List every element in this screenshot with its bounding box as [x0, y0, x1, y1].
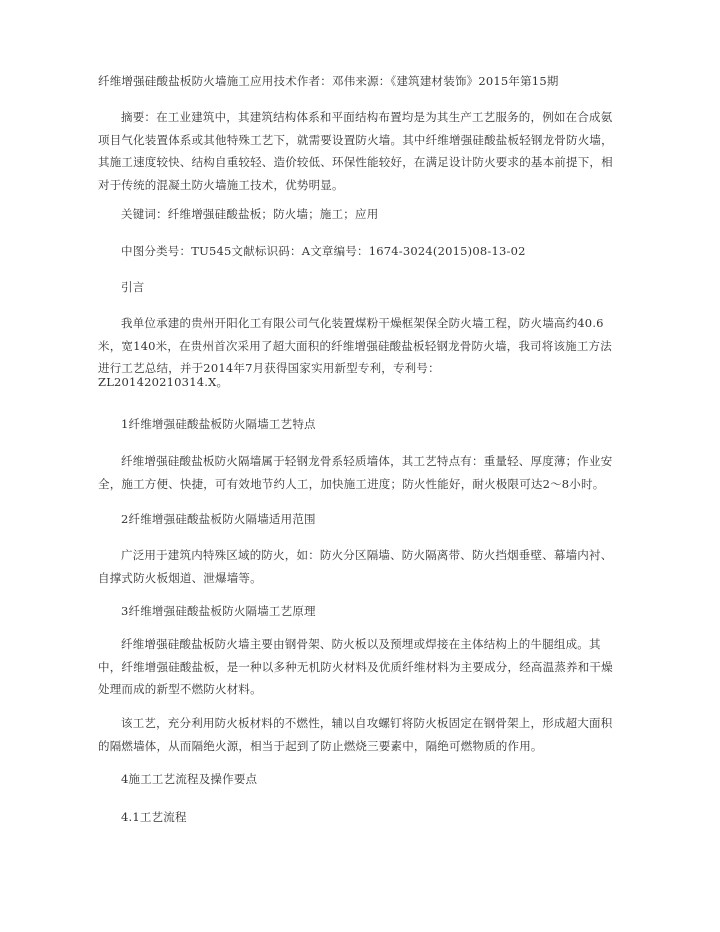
intro-paragraph: 我单位承建的贵州开阳化工有限公司气化装置煤粉干燥框架保全防火墙工程，防火墙高约40.6米，宽140米，在贵州首次采用了超大面积的纤维增强硅酸盐板轻钢龙骨防火墙，我司将该施工方法进行工艺总结，并于2014年7月获得国家实用新型专利，专利号： [98, 316, 612, 375]
section-3-paragraph-1: 纤维增强硅酸盐板防火墙主要由钢骨架、防火板以及预埋或焊接在主体结构上的牛腿组成。其中，纤维增强硅酸盐板，是一种以多种无机防火材料及优质纤维材料为主要成分，经高温蒸养和干燥处理而成的新型不燃防火材料。 [98, 637, 613, 696]
patent-number: ZL201420210314.X。 [98, 375, 229, 389]
section-1-paragraph: 纤维增强硅酸盐板防火隔墙属于轻钢龙骨系轻质墙体，其工艺特点有：重量轻、厚度薄；作业安全，施工方便、快捷，可有效地节约人工，加快施工进度；防火性能好，耐火极限可达2～8小时。 [98, 454, 613, 491]
section-3-paragraph-2: 该工艺，充分利用防火板材料的不燃性，辅以自攻螺钉将防火板固定在钢骨架上，形成超大面积的隔燃墙体，从而隔绝火源，相当于起到了防止燃烧三要素中，隔绝可燃物质的作用。 [98, 716, 613, 753]
abstract-paragraph: 摘要：在工业建筑中，其建筑结构体系和平面结构布置均是为其生产工艺服务的，例如在合成氨项目气化装置体系或其他特殊工艺下，就需要设置防火墙。其中纤维增强硅酸盐板轻钢龙骨防火墙，其施工速度较快、结构自重较轻、造价较低、环保性能较好，在满足设计防火要求的基本前提下，相对于传统的混凝土防火墙施工技术，优势明显。 [98, 110, 613, 192]
classification-line: 中图分类号：TU545文献标识码：A文章编号：1674-3024(2015)08-13-02 [121, 244, 526, 258]
section-2-paragraph: 广泛用于建筑内特殊区域的防火，如：防火分区隔墙、防火隔离带、防火挡烟垂壁、幕墙内衬、自撑式防火板烟道、泄爆墙等。 [98, 548, 613, 585]
section-4-1-heading: 4.1工艺流程 [121, 810, 187, 824]
section-2-heading: 2纤维增强硅酸盐板防火隔墙适用范围 [121, 512, 316, 526]
section-1-heading: 1纤维增强硅酸盐板防火隔墙工艺特点 [121, 417, 316, 431]
keywords-line: 关键词：纤维增强硅酸盐板；防火墙；施工；应用 [121, 207, 379, 221]
section-4-heading: 4施工工艺流程及操作要点 [121, 772, 258, 786]
section-3-heading: 3纤维增强硅酸盐板防火隔墙工艺原理 [121, 604, 316, 618]
article-title-line: 纤维增强硅酸盐板防火墙施工应用技术作者：邓伟来源：《建筑建材装饰》2015年第15期 [98, 74, 559, 88]
intro-heading: 引言 [121, 280, 145, 294]
